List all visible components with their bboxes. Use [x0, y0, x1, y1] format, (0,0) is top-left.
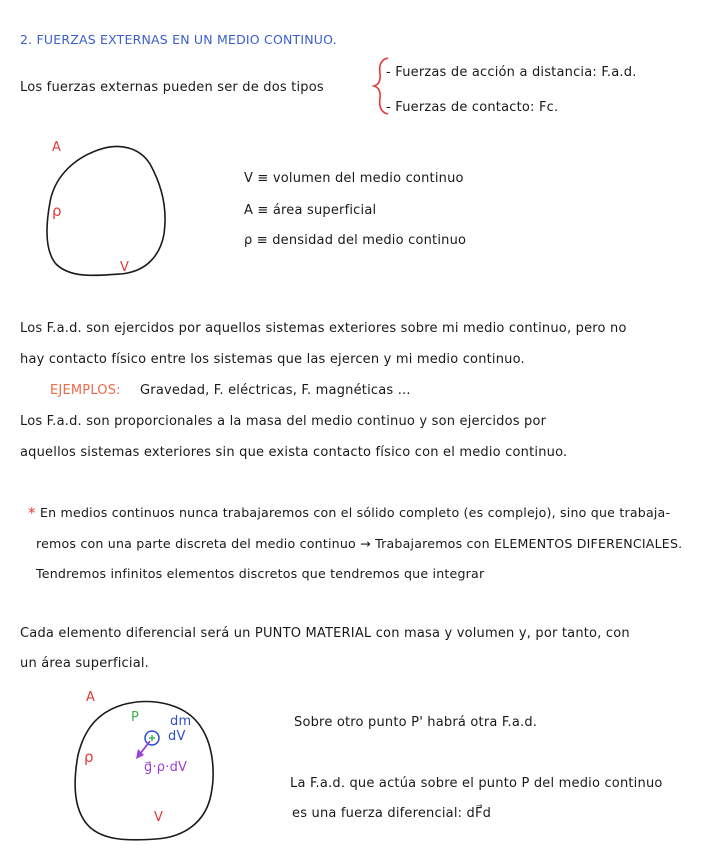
note-star-icon: * — [28, 504, 36, 522]
note-line3: Tendremos infinitos elementos discretos que tendremos que integrar — [36, 566, 485, 581]
examples-label: EJEMPLOS: — [50, 383, 121, 398]
figure1-label-area: A — [52, 140, 62, 155]
figure1-label-density: ρ — [52, 202, 62, 220]
paragraph4-line1: Sobre otro punto P' habrá otra F.a.d. — [294, 715, 538, 730]
figure1-label-volume: V — [120, 260, 130, 275]
paragraph1-line2: hay contacto físico entre los sistemas que las ejercen y mi medio continuo. — [20, 352, 525, 367]
definition-density: ρ ≡ densidad del medio continuo — [244, 233, 467, 248]
section-title: 2. FUERZAS EXTERNAS EN UN MEDIO CONTINUO. — [20, 32, 337, 47]
paragraph4-line2: La F.a.d. que actúa sobre el punto P del medio continuo — [290, 776, 663, 791]
figure2-label-point: P — [131, 710, 140, 725]
paragraph3-line2: un área superficial. — [20, 656, 149, 671]
note-line1: En medios continuos nunca trabajaremos con el sólido completo (es complejo), sino que trabaja- — [40, 505, 671, 520]
paragraph2-line1: Los F.a.d. son proporcionales a la masa del medio continuo y son ejercidos por — [20, 414, 547, 429]
paragraph4-line3: es una fuerza diferencial: dF⃗d — [292, 806, 492, 821]
examples-text: Gravedad, F. eléctricas, F. magnéticas ... — [140, 383, 411, 398]
figure2-label-force: g⃗·ρ·dV — [144, 760, 188, 775]
force-type-distance: - Fuerzas de acción a distancia: F.a.d. — [386, 65, 637, 80]
figure2-label-density: ρ — [84, 748, 94, 766]
figure2-label-area: A — [86, 690, 96, 705]
paragraph2-line2: aquellos sistemas exteriores sin que exista contacto físico con el medio continuo. — [20, 445, 568, 460]
force-type-contact: - Fuerzas de contacto: Fc. — [386, 100, 559, 115]
definition-area: A ≡ área superficial — [244, 203, 377, 218]
figure2-label-volume: V — [154, 810, 164, 825]
note-line2: remos con una parte discreta del medio continuo → Trabajaremos con ELEMENTOS DIFERENCIALES. — [36, 536, 683, 551]
paragraph1-line1: Los F.a.d. son ejercidos por aquellos sistemas exteriores sobre mi medio continuo, pero no — [20, 321, 627, 336]
definition-volume: V ≡ volumen del medio continuo — [244, 171, 464, 186]
paragraph3-line1: Cada elemento diferencial será un PUNTO MATERIAL con masa y volumen y, por tanto, con — [20, 626, 630, 641]
figure2-label-dm: dm — [170, 714, 192, 729]
figure2-label-dv: dV — [168, 729, 186, 744]
intro-text: Los fuerzas externas pueden ser de dos tipos — [20, 80, 324, 95]
